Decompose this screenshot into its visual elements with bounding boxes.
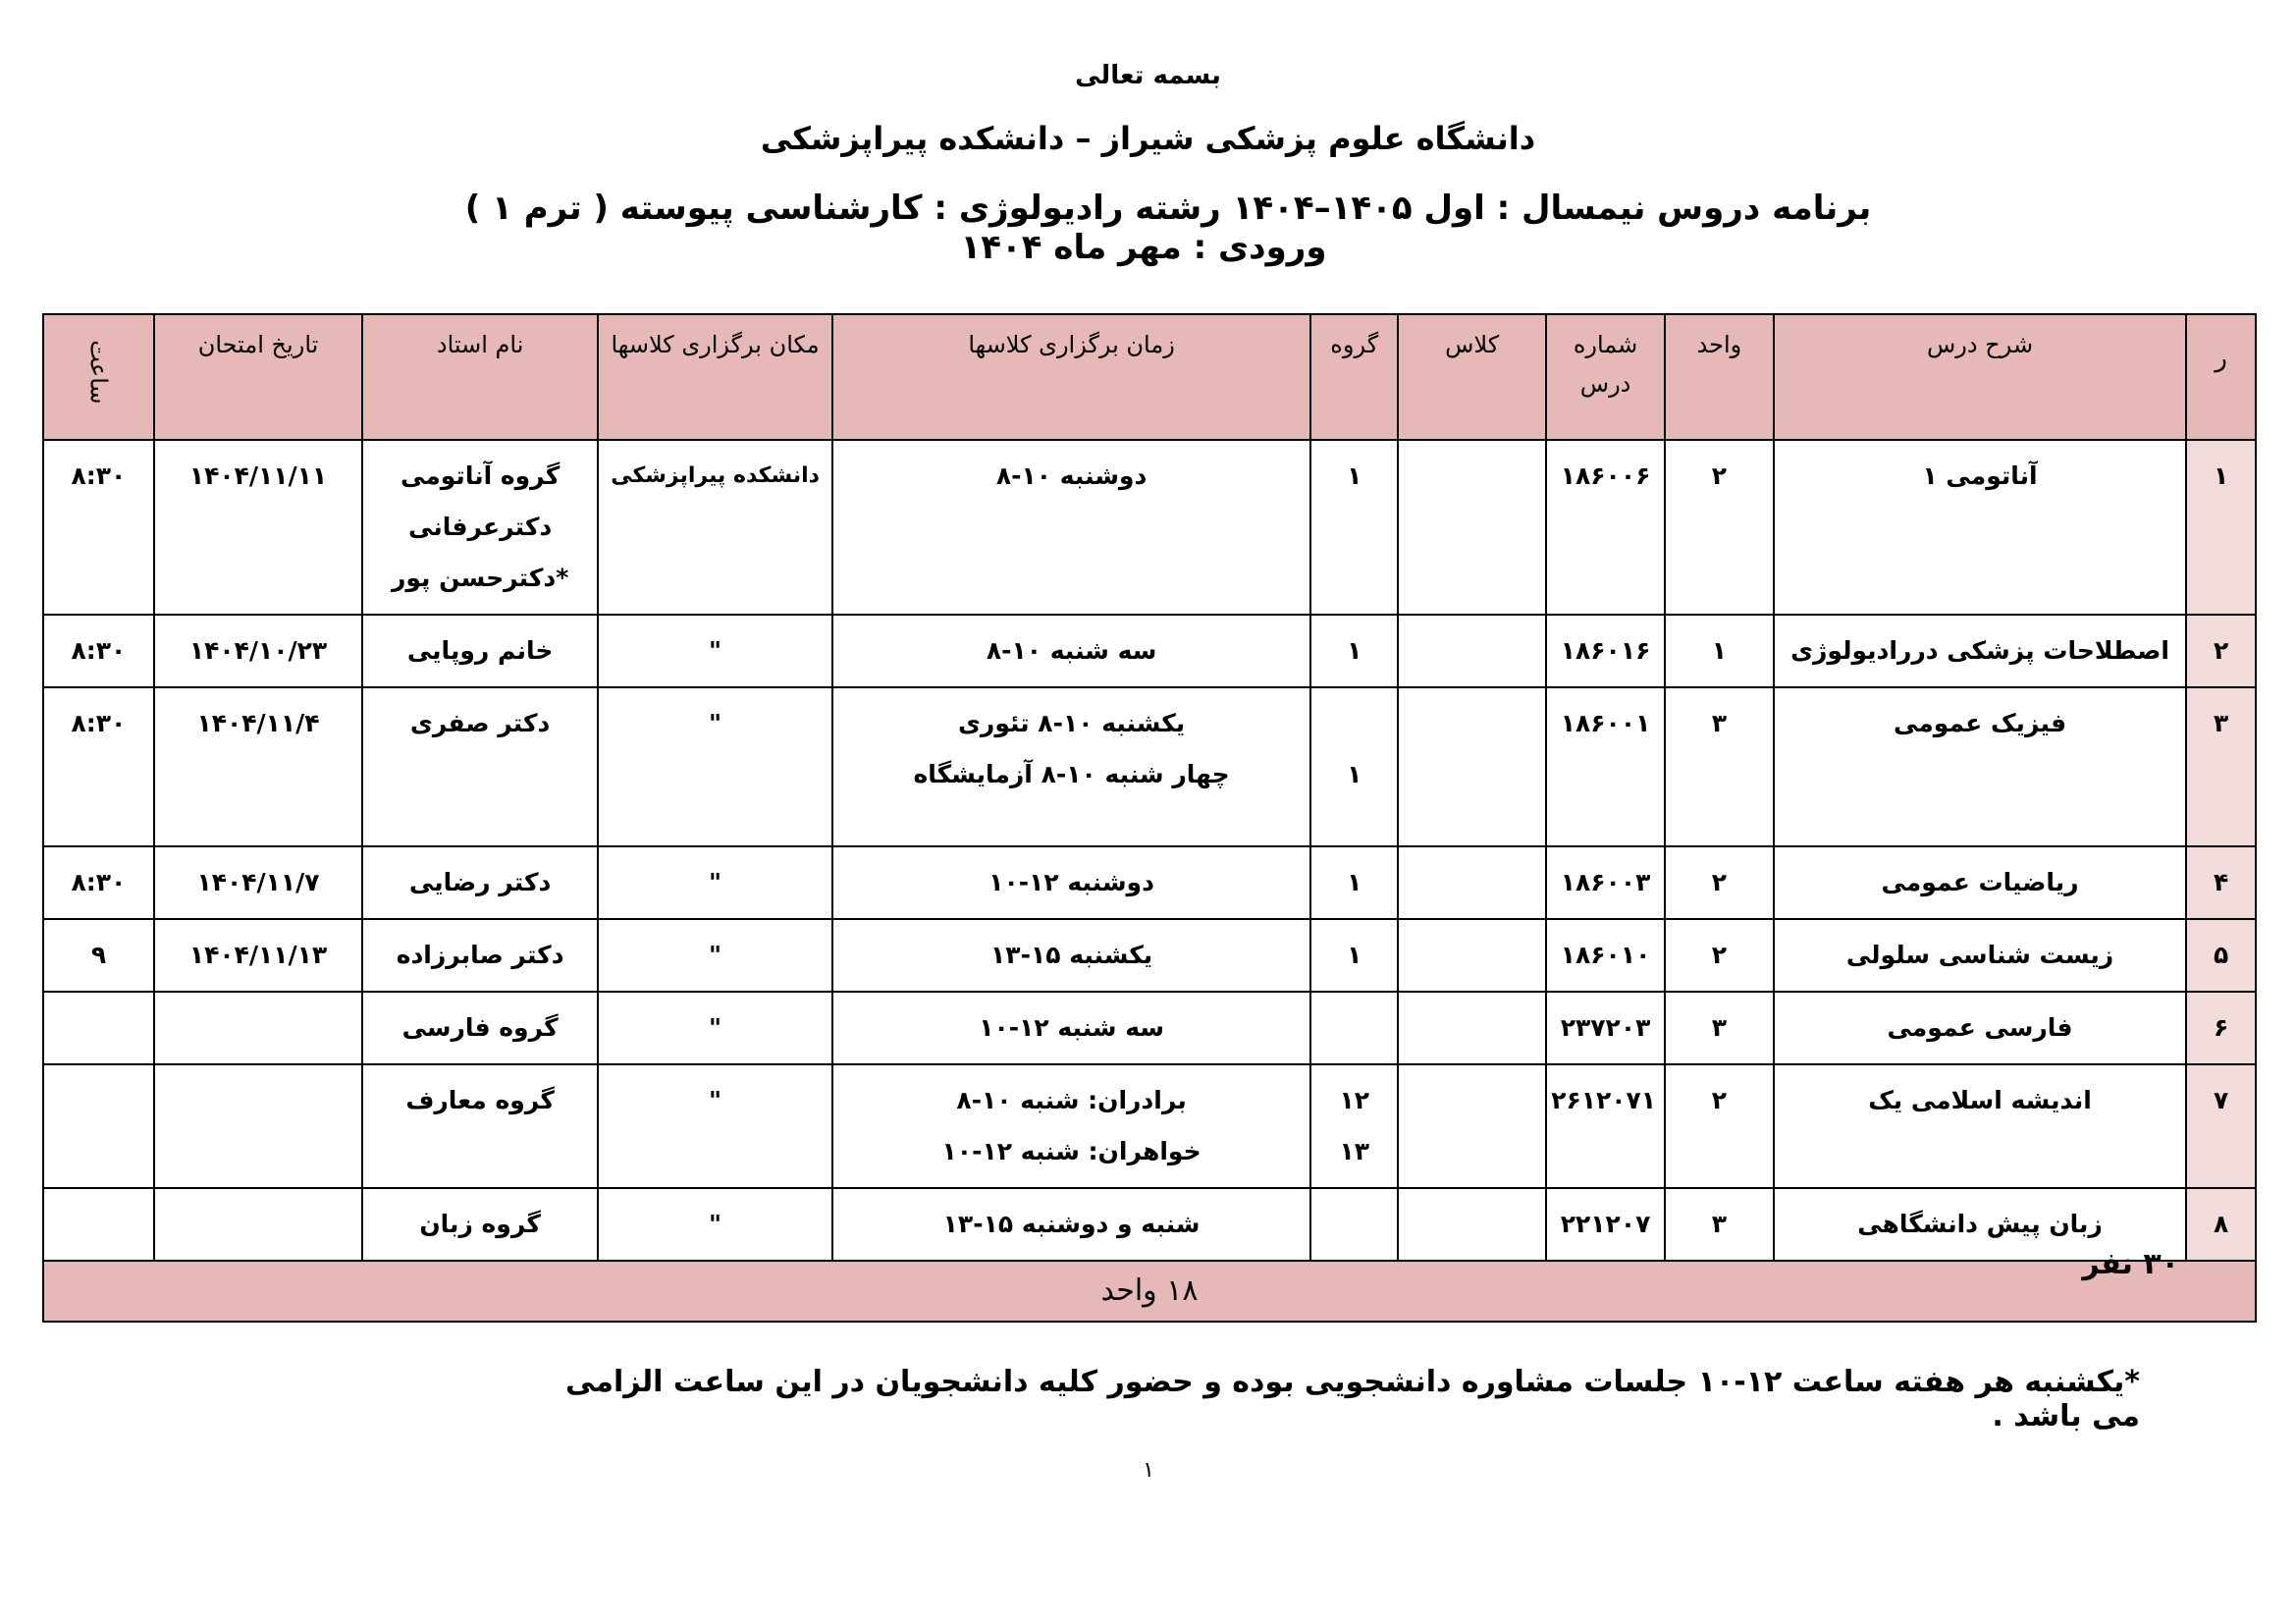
cell-code-text: ۲۳۷۲۰۳ — [1560, 1013, 1651, 1042]
cell-schedule-line: دوشنبه ۱۰-۸ — [995, 461, 1148, 490]
cell-course — [1774, 846, 2186, 919]
cell-units-text: ۳ — [1711, 709, 1728, 737]
cell-location-text: " — [709, 709, 722, 737]
cell-schedule — [832, 919, 1310, 992]
cell-group — [1310, 919, 1398, 992]
cell-location-text: " — [709, 868, 722, 896]
cell-row-number-text: ۱ — [2213, 461, 2229, 490]
cell-classroom — [1398, 687, 1546, 846]
university-heading: دانشگاه علوم پزشکی شیراز – دانشکده پیراپزشکی — [760, 120, 1536, 157]
cell-instructor-line: گروه فارسی — [401, 1013, 559, 1042]
cell-instructor-line: دکترعرفانی — [408, 513, 553, 541]
table-row — [43, 1188, 2256, 1261]
cell-instructor-line: دکتر رضایی — [408, 868, 552, 896]
cell-schedule-line: چهار شنبه ۱۰-۸ آزمایشگاه — [913, 760, 1230, 788]
cell-code — [1546, 992, 1665, 1064]
cell-instructor-line: گروه معارف — [405, 1086, 555, 1114]
cell-location-text: " — [709, 1013, 722, 1042]
table-row — [43, 440, 2256, 615]
cell-course — [1774, 992, 2186, 1064]
cell-group — [1310, 992, 1398, 1064]
cell-code — [1546, 1188, 1665, 1261]
cell-row-number — [2186, 440, 2256, 615]
cell-units — [1665, 1064, 1774, 1188]
table-row — [43, 846, 2256, 919]
col-header-exam-time: ساعت — [43, 314, 154, 440]
cell-exam-date — [154, 1064, 362, 1188]
cell-course — [1774, 1064, 2186, 1188]
cell-location — [598, 615, 832, 687]
cell-row-number-text: ۲ — [2213, 636, 2229, 665]
cell-code-text: ۱۸۶۰۰۱ — [1560, 709, 1651, 737]
cell-location — [598, 1064, 832, 1188]
cell-code-text: ۱۸۶۰۰۶ — [1560, 461, 1651, 490]
cell-schedule-line: شنبه و دوشنبه ۱۵-۱۳ — [942, 1210, 1201, 1238]
cell-exam-date — [154, 440, 362, 615]
cell-classroom — [1398, 615, 1546, 687]
cell-row-number-text: ۵ — [2213, 941, 2229, 969]
total-row — [43, 1261, 2256, 1322]
cell-course-text: آناتومی ۱ — [1922, 461, 2038, 490]
cell-instructor — [362, 846, 598, 919]
cell-exam-time — [43, 1064, 154, 1188]
cell-exam-time — [43, 615, 154, 687]
cell-instructor — [362, 1064, 598, 1188]
col-header-row-number: ر — [2186, 314, 2256, 440]
cell-course-text: فارسی عمومی — [1887, 1013, 2073, 1042]
table-row — [43, 687, 2256, 846]
cell-instructor — [362, 992, 598, 1064]
cell-units — [1665, 846, 1774, 919]
cell-course — [1774, 440, 2186, 615]
cell-code — [1546, 687, 1665, 846]
cell-row-number-text: ۶ — [2213, 1013, 2229, 1042]
col-header-units: واحد — [1665, 314, 1774, 440]
table-header-row — [43, 314, 2256, 440]
col-header-course: شرح درس — [1774, 314, 2186, 440]
cell-course — [1774, 687, 2186, 846]
student-count: ۳۰ نفر — [2082, 1247, 2179, 1281]
cell-group-line: ۱۲ — [1339, 1086, 1369, 1114]
cell-schedule — [832, 615, 1310, 687]
cell-classroom — [1398, 919, 1546, 992]
cell-code-text: ۱۸۶۰۰۳ — [1560, 868, 1651, 896]
cell-schedule-line: خواهران: شنبه ۱۲-۱۰ — [941, 1137, 1201, 1165]
cell-group-line: ۱ — [1347, 461, 1362, 490]
cell-row-number — [2186, 1188, 2256, 1261]
table-row — [43, 992, 2256, 1064]
cell-exam-date-text: ۱۴۰۴/۱۱/۷ — [196, 868, 320, 896]
cell-exam-time — [43, 1188, 154, 1261]
cell-location-text: " — [709, 1210, 722, 1238]
cell-row-number — [2186, 1064, 2256, 1188]
cell-exam-time — [43, 992, 154, 1064]
col-header-exam-date: تاریخ امتحان — [154, 314, 362, 440]
cell-row-number — [2186, 992, 2256, 1064]
cell-location-text: " — [709, 1086, 722, 1114]
cell-code — [1546, 846, 1665, 919]
cell-exam-date-text: ۱۴۰۴/۱۱/۱۳ — [188, 941, 328, 969]
cell-exam-time-text: ۸:۳۰ — [71, 709, 127, 737]
page-number: ۱ — [1143, 1458, 1154, 1483]
cell-exam-date — [154, 687, 362, 846]
cell-schedule-line: دوشنبه ۱۲-۱۰ — [988, 868, 1154, 896]
cell-course — [1774, 919, 2186, 992]
cell-schedule-line: برادران: شنبه ۱۰-۸ — [956, 1086, 1187, 1114]
cell-exam-date — [154, 992, 362, 1064]
cell-group-line — [1319, 698, 1389, 749]
cell-location-text: " — [709, 941, 722, 969]
cell-classroom — [1398, 1064, 1546, 1188]
cell-instructor — [362, 1188, 598, 1261]
cell-group — [1310, 615, 1398, 687]
cell-exam-date-text: ۱۴۰۴/۱۱/۴ — [196, 709, 320, 737]
cell-classroom — [1398, 992, 1546, 1064]
cell-group — [1310, 1064, 1398, 1188]
cell-code-text: ۱۸۶۰۱۶ — [1560, 636, 1651, 665]
cell-group — [1310, 1188, 1398, 1261]
cell-exam-time-text: ۸:۳۰ — [71, 461, 127, 490]
program-line-part1: برنامه دروس نیمسال : اول ۱۴۰۵–۱۴۰۴ رشته رادیولوژی : کارشناسی پیوسته ( ترم ۱ ) — [464, 189, 1872, 228]
cell-exam-time — [43, 687, 154, 846]
col-header-group: گروه — [1310, 314, 1398, 440]
cell-location-text: " — [709, 636, 722, 665]
cell-schedule-line: یکشنبه ۱۵-۱۳ — [990, 941, 1153, 969]
cell-instructor-line: گروه آناتومی — [400, 461, 561, 490]
cell-group-line — [1319, 1199, 1389, 1250]
cell-exam-date-text: ۱۴۰۴/۱۰/۲۳ — [188, 636, 328, 665]
cell-exam-date — [154, 846, 362, 919]
cell-schedule — [832, 1064, 1310, 1188]
cell-instructor — [362, 919, 598, 992]
cell-exam-time-text: ۹ — [90, 941, 107, 969]
col-header-schedule: زمان برگزاری کلاسها — [832, 314, 1310, 440]
cell-group-line: ۱ — [1347, 868, 1362, 896]
cell-instructor — [362, 687, 598, 846]
cell-exam-date — [154, 919, 362, 992]
cell-instructor-line: دکتر صابرزاده — [396, 941, 564, 969]
cell-schedule-line: سه شنبه ۱۰-۸ — [986, 636, 1157, 665]
cell-row-number — [2186, 846, 2256, 919]
course-schedule-table — [42, 313, 2257, 1323]
cell-units — [1665, 687, 1774, 846]
cell-row-number-text: ۴ — [2213, 868, 2229, 896]
cell-instructor-line: دکتر صفری — [409, 709, 551, 737]
cell-exam-time-text: ۸:۳۰ — [71, 868, 127, 896]
cell-code — [1546, 919, 1665, 992]
cell-location — [598, 992, 832, 1064]
cell-classroom — [1398, 440, 1546, 615]
cell-units — [1665, 615, 1774, 687]
cell-instructor-line: گروه زبان — [419, 1210, 541, 1238]
cell-exam-time — [43, 919, 154, 992]
cell-schedule-line: یکشنبه ۱۰-۸ تئوری — [958, 709, 1186, 737]
cell-units-text: ۲ — [1711, 868, 1728, 896]
cell-group — [1310, 846, 1398, 919]
cell-group-line: ۱ — [1347, 760, 1362, 788]
cell-course-text: اصطلاحات پزشکی دررادیولوژی — [1790, 636, 2169, 665]
cell-exam-time — [43, 440, 154, 615]
cell-course-text: ریاضیات عمومی — [1881, 868, 2079, 896]
cell-instructor-line: خانم روپایی — [406, 636, 554, 665]
cell-units — [1665, 992, 1774, 1064]
program-line-part2: ورودی : مهر ماه ۱۴۰۴ — [960, 228, 1327, 267]
cell-course-text: زیست شناسی سلولی — [1845, 941, 2114, 969]
cell-instructor-line: *دکترحسن پور — [391, 564, 569, 592]
cell-row-number-text: ۳ — [2213, 709, 2229, 737]
cell-course-text: اندیشه اسلامی یک — [1868, 1086, 2092, 1114]
cell-group-line: ۱ — [1347, 941, 1362, 969]
cell-course — [1774, 615, 2186, 687]
cell-location-text: دانشکده پیراپزشکی — [611, 463, 820, 488]
cell-schedule — [832, 687, 1310, 846]
cell-location — [598, 440, 832, 615]
program-heading — [373, 189, 1914, 267]
col-header-location: مکان برگزاری کلاسها — [598, 314, 832, 440]
invocation-heading: بسمه تعالی — [1075, 61, 1221, 90]
cell-instructor — [362, 615, 598, 687]
cell-classroom — [1398, 846, 1546, 919]
col-header-code: شماره درس — [1546, 314, 1665, 440]
cell-units-text: ۱ — [1711, 636, 1728, 665]
cell-row-number — [2186, 919, 2256, 992]
col-header-classroom: کلاس — [1398, 314, 1546, 440]
cell-code-text: ۲۲۱۲۰۷ — [1560, 1210, 1651, 1238]
cell-units — [1665, 1188, 1774, 1261]
cell-group-line: ۱ — [1347, 636, 1362, 665]
cell-units-text: ۳ — [1711, 1210, 1728, 1238]
cell-schedule — [832, 440, 1310, 615]
table-row — [43, 1064, 2256, 1188]
total-units: ۱۸ واحد — [43, 1261, 2256, 1322]
cell-code — [1546, 1064, 1665, 1188]
cell-row-number-text: ۸ — [2213, 1210, 2229, 1238]
cell-units — [1665, 919, 1774, 992]
advising-note: *یکشنبه هر هفته ساعت ۱۲-۱۰ جلسات مشاوره دانشجویی بوده و حضور کلیه دانشجویان در این ساعت الزامی می باشد . — [565, 1365, 2140, 1434]
cell-instructor — [362, 440, 598, 615]
cell-units-text: ۲ — [1711, 941, 1728, 969]
cell-location — [598, 687, 832, 846]
cell-code-text: ۱۸۶۰۱۰ — [1560, 941, 1651, 969]
cell-code-text: ۲۶۱۲۰۷۱ — [1551, 1086, 1657, 1114]
cell-schedule — [832, 992, 1310, 1064]
cell-units-text: ۲ — [1711, 1086, 1728, 1114]
cell-location — [598, 846, 832, 919]
cell-row-number — [2186, 687, 2256, 846]
cell-exam-time — [43, 846, 154, 919]
cell-group-line — [1319, 1002, 1389, 1054]
cell-code — [1546, 615, 1665, 687]
cell-course-text: فیزیک عمومی — [1893, 709, 2067, 737]
cell-units — [1665, 440, 1774, 615]
cell-exam-date-text: ۱۴۰۴/۱۱/۱۱ — [188, 461, 328, 490]
cell-units-text: ۲ — [1711, 461, 1728, 490]
cell-group — [1310, 440, 1398, 615]
cell-exam-time-text: ۸:۳۰ — [71, 636, 127, 665]
cell-group-line: ۱۳ — [1339, 1137, 1369, 1165]
cell-classroom — [1398, 1188, 1546, 1261]
cell-row-number — [2186, 615, 2256, 687]
cell-exam-date — [154, 1188, 362, 1261]
cell-code — [1546, 440, 1665, 615]
cell-location — [598, 919, 832, 992]
cell-schedule — [832, 846, 1310, 919]
table-row — [43, 615, 2256, 687]
cell-units-text: ۳ — [1711, 1013, 1728, 1042]
table-row — [43, 919, 2256, 992]
cell-location — [598, 1188, 832, 1261]
cell-schedule-line: سه شنبه ۱۲-۱۰ — [979, 1013, 1164, 1042]
cell-row-number-text: ۷ — [2213, 1086, 2229, 1114]
col-header-instructor: نام استاد — [362, 314, 598, 440]
cell-group — [1310, 687, 1398, 846]
cell-course-text: زبان پیش دانشگاهی — [1857, 1210, 2103, 1238]
cell-schedule — [832, 1188, 1310, 1261]
cell-exam-date — [154, 615, 362, 687]
